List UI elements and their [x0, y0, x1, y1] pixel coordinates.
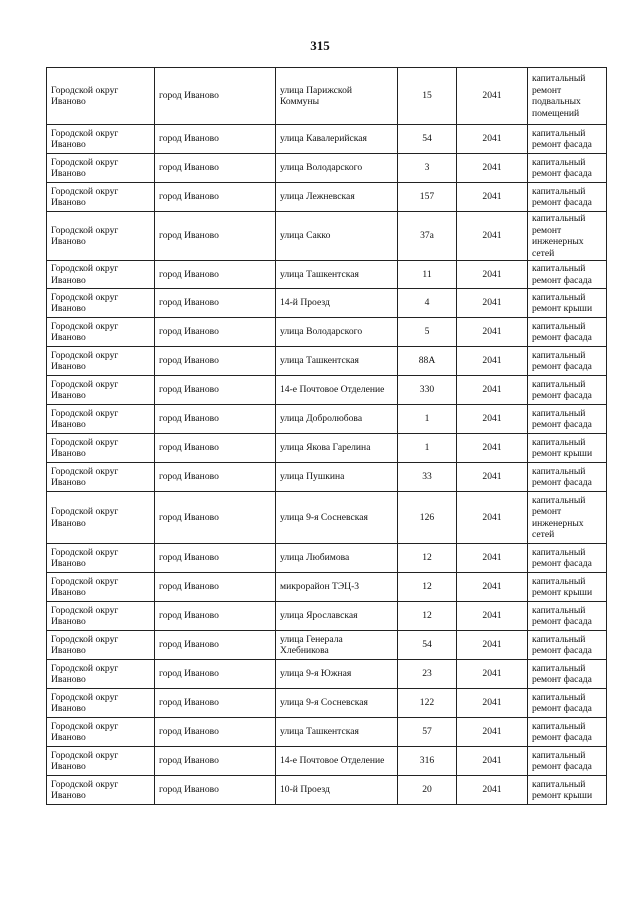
house-number-cell: 33 — [398, 463, 457, 492]
house-number-cell: 88А — [398, 347, 457, 376]
table-row — [47, 212, 607, 261]
city-cell: город Иваново — [155, 154, 276, 183]
city-cell: город Иваново — [155, 463, 276, 492]
work-type-cell: капитальный ремонт крыши — [528, 776, 607, 805]
table-row — [47, 689, 607, 718]
city-cell: город Иваново — [155, 376, 276, 405]
house-number-cell: 57 — [398, 718, 457, 747]
house-number-cell: 1 — [398, 405, 457, 434]
table-row — [47, 289, 607, 318]
municipality-cell: Городской округ Иваново — [47, 573, 155, 602]
year-cell: 2041 — [457, 718, 528, 747]
year-cell: 2041 — [457, 776, 528, 805]
municipality-cell: Городской округ Иваново — [47, 463, 155, 492]
street-cell: микрорайон ТЭЦ-3 — [276, 573, 398, 602]
house-number-cell: 20 — [398, 776, 457, 805]
municipality-cell: Городской округ Иваново — [47, 125, 155, 154]
work-type-cell: капитальный ремонт крыши — [528, 434, 607, 463]
street-cell: 14-е Почтовое Отделение — [276, 376, 398, 405]
table-row — [47, 318, 607, 347]
year-cell: 2041 — [457, 261, 528, 289]
street-cell: 14-й Проезд — [276, 289, 398, 318]
page-number: 315 — [310, 38, 330, 53]
city-cell: город Иваново — [155, 289, 276, 318]
municipality-cell: Городской округ Иваново — [47, 776, 155, 805]
year-cell: 2041 — [457, 405, 528, 434]
municipality-cell: Городской округ Иваново — [47, 289, 155, 318]
house-number-cell: 1 — [398, 434, 457, 463]
work-type-cell: капитальный ремонт крыши — [528, 289, 607, 318]
city-cell: город Иваново — [155, 405, 276, 434]
municipality-cell: Городской округ Иваново — [47, 689, 155, 718]
municipality-cell: Городской округ Иваново — [47, 347, 155, 376]
municipality-cell: Городской округ Иваново — [47, 376, 155, 405]
city-cell: город Иваново — [155, 261, 276, 289]
year-cell: 2041 — [457, 689, 528, 718]
municipality-cell: Городской округ Иваново — [47, 718, 155, 747]
house-number-cell: 330 — [398, 376, 457, 405]
house-number-cell: 23 — [398, 660, 457, 689]
municipality-cell: Городской округ Иваново — [47, 318, 155, 347]
municipality-cell: Городской округ Иваново — [47, 602, 155, 631]
street-cell: улица Добролюбова — [276, 405, 398, 434]
city-cell: город Иваново — [155, 660, 276, 689]
table-row — [47, 544, 607, 573]
work-type-cell: капитальный ремонт фасада — [528, 544, 607, 573]
city-cell: город Иваново — [155, 183, 276, 212]
city-cell: город Иваново — [155, 573, 276, 602]
street-cell: улица Генерала Хлебникова — [276, 631, 398, 660]
table-row — [47, 125, 607, 154]
table-row — [47, 376, 607, 405]
year-cell: 2041 — [457, 631, 528, 660]
table-row — [47, 347, 607, 376]
city-cell: город Иваново — [155, 125, 276, 154]
work-type-cell: капитальный ремонт фасада — [528, 660, 607, 689]
house-number-cell: 126 — [398, 492, 457, 544]
street-cell: улица Ташкентская — [276, 718, 398, 747]
table-row — [47, 631, 607, 660]
year-cell: 2041 — [457, 544, 528, 573]
work-type-cell: капитальный ремонт инженерных сетей — [528, 212, 607, 261]
table-row — [47, 183, 607, 212]
city-cell: город Иваново — [155, 602, 276, 631]
city-cell: город Иваново — [155, 776, 276, 805]
house-number-cell: 15 — [398, 68, 457, 125]
year-cell: 2041 — [457, 747, 528, 776]
work-type-cell: капитальный ремонт фасада — [528, 718, 607, 747]
city-cell: город Иваново — [155, 492, 276, 544]
city-cell: город Иваново — [155, 544, 276, 573]
city-cell: город Иваново — [155, 212, 276, 261]
street-cell: улица Сакко — [276, 212, 398, 261]
municipality-cell: Городской округ Иваново — [47, 405, 155, 434]
street-cell: улица Володарского — [276, 154, 398, 183]
street-cell: улица Лежневская — [276, 183, 398, 212]
work-type-cell: капитальный ремонт инженерных сетей — [528, 492, 607, 544]
municipality-cell: Городской округ Иваново — [47, 492, 155, 544]
table-row — [47, 434, 607, 463]
work-type-cell: капитальный ремонт фасада — [528, 261, 607, 289]
work-type-cell: капитальный ремонт фасада — [528, 183, 607, 212]
work-type-cell: капитальный ремонт фасада — [528, 602, 607, 631]
street-cell: улица Ташкентская — [276, 347, 398, 376]
table-row — [47, 261, 607, 289]
table-row — [47, 154, 607, 183]
table-row — [47, 492, 607, 544]
street-cell: 10-й Проезд — [276, 776, 398, 805]
city-cell: город Иваново — [155, 689, 276, 718]
house-number-cell: 5 — [398, 318, 457, 347]
year-cell: 2041 — [457, 289, 528, 318]
municipality-cell: Городской округ Иваново — [47, 261, 155, 289]
house-number-cell: 3 — [398, 154, 457, 183]
year-cell: 2041 — [457, 68, 528, 125]
work-type-cell: капитальный ремонт фасада — [528, 689, 607, 718]
municipality-cell: Городской округ Иваново — [47, 631, 155, 660]
table-row — [47, 573, 607, 602]
year-cell: 2041 — [457, 183, 528, 212]
house-number-cell: 4 — [398, 289, 457, 318]
table-row — [47, 405, 607, 434]
table-row — [47, 718, 607, 747]
table-row — [47, 602, 607, 631]
work-type-cell: капитальный ремонт фасада — [528, 318, 607, 347]
work-type-cell: капитальный ремонт фасада — [528, 405, 607, 434]
table-row — [47, 747, 607, 776]
city-cell: город Иваново — [155, 318, 276, 347]
street-cell: 14-е Почтовое Отделение — [276, 747, 398, 776]
municipality-cell: Городской округ Иваново — [47, 68, 155, 125]
city-cell: город Иваново — [155, 434, 276, 463]
city-cell: город Иваново — [155, 747, 276, 776]
municipality-cell: Городской округ Иваново — [47, 154, 155, 183]
house-number-cell: 12 — [398, 602, 457, 631]
work-type-cell: капитальный ремонт фасада — [528, 376, 607, 405]
work-type-cell: капитальный ремонт фасада — [528, 154, 607, 183]
registry-table — [46, 67, 607, 805]
year-cell: 2041 — [457, 492, 528, 544]
city-cell: город Иваново — [155, 68, 276, 125]
work-type-cell: капитальный ремонт крыши — [528, 573, 607, 602]
house-number-cell: 54 — [398, 125, 457, 154]
registry-table-body — [47, 68, 607, 805]
street-cell: улица Парижской Коммуны — [276, 68, 398, 125]
year-cell: 2041 — [457, 318, 528, 347]
year-cell: 2041 — [457, 125, 528, 154]
municipality-cell: Городской округ Иваново — [47, 544, 155, 573]
house-number-cell: 316 — [398, 747, 457, 776]
municipality-cell: Городской округ Иваново — [47, 183, 155, 212]
work-type-cell: капитальный ремонт фасада — [528, 631, 607, 660]
street-cell: улица Пушкина — [276, 463, 398, 492]
year-cell: 2041 — [457, 154, 528, 183]
municipality-cell: Городской округ Иваново — [47, 434, 155, 463]
city-cell: город Иваново — [155, 631, 276, 660]
year-cell: 2041 — [457, 463, 528, 492]
municipality-cell: Городской округ Иваново — [47, 660, 155, 689]
work-type-cell: капитальный ремонт фасада — [528, 747, 607, 776]
street-cell: улица Володарского — [276, 318, 398, 347]
municipality-cell: Городской округ Иваново — [47, 747, 155, 776]
house-number-cell: 157 — [398, 183, 457, 212]
year-cell: 2041 — [457, 602, 528, 631]
table-row — [47, 776, 607, 805]
year-cell: 2041 — [457, 376, 528, 405]
house-number-cell: 12 — [398, 573, 457, 602]
work-type-cell: капитальный ремонт фасада — [528, 125, 607, 154]
house-number-cell: 122 — [398, 689, 457, 718]
year-cell: 2041 — [457, 573, 528, 602]
work-type-cell: капитальный ремонт подвальных помещений — [528, 68, 607, 125]
table-row — [47, 660, 607, 689]
year-cell: 2041 — [457, 660, 528, 689]
house-number-cell: 54 — [398, 631, 457, 660]
work-type-cell: капитальный ремонт фасада — [528, 347, 607, 376]
house-number-cell: 37а — [398, 212, 457, 261]
house-number-cell: 11 — [398, 261, 457, 289]
work-type-cell: капитальный ремонт фасада — [528, 463, 607, 492]
house-number-cell: 12 — [398, 544, 457, 573]
street-cell: улица Кавалерийская — [276, 125, 398, 154]
year-cell: 2041 — [457, 212, 528, 261]
table-row — [47, 68, 607, 125]
street-cell: улица 9-я Южная — [276, 660, 398, 689]
city-cell: город Иваново — [155, 347, 276, 376]
street-cell: улица 9-я Сосневская — [276, 689, 398, 718]
year-cell: 2041 — [457, 434, 528, 463]
table-row — [47, 463, 607, 492]
street-cell: улица 9-я Сосневская — [276, 492, 398, 544]
street-cell: улица Ташкентская — [276, 261, 398, 289]
street-cell: улица Якова Гарелина — [276, 434, 398, 463]
street-cell: улица Ярославская — [276, 602, 398, 631]
year-cell: 2041 — [457, 347, 528, 376]
street-cell: улица Любимова — [276, 544, 398, 573]
municipality-cell: Городской округ Иваново — [47, 212, 155, 261]
city-cell: город Иваново — [155, 718, 276, 747]
